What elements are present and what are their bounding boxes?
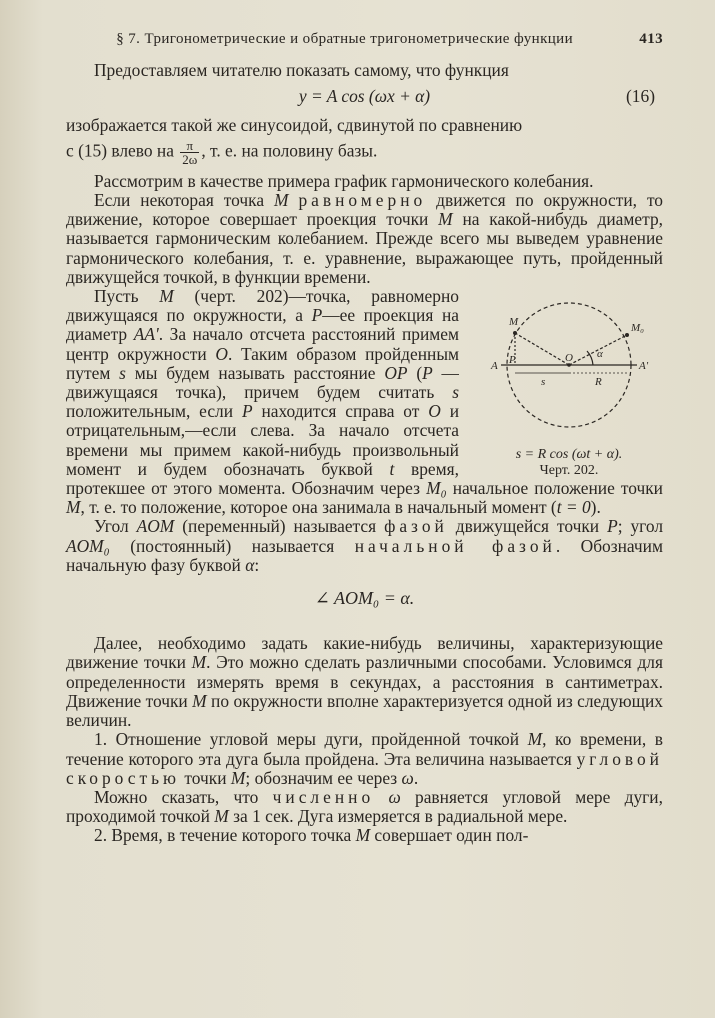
p9-e: . <box>413 767 419 788</box>
p10-var-omega: ω <box>388 786 401 807</box>
label-p: P <box>509 354 516 367</box>
p6-a: Пусть <box>94 286 139 307</box>
p8-a: Далее, необходимо задать какие-нибудь величины, характеризующие движение точки <box>66 633 663 673</box>
p6-o: , т. е. то положение, которое она занимала в начальный момент ( <box>80 497 557 518</box>
p6-var-aa: AA' <box>133 324 159 345</box>
p7-e: (постоянный) называется <box>130 535 335 556</box>
p9-c: точки <box>184 767 227 788</box>
p8-b: . Это можно сделать различными способами. Условимся для определенности измерять время в секундах, а расстояния в сантиметрах. Движение точки <box>66 652 663 711</box>
paragraph-2: изображается такой же синусоидой, сдвинутой по сравнению <box>66 114 523 135</box>
p5-b: движется по окружности, то движение, которое совершает проекция точки <box>66 190 664 230</box>
fraction-denominator: 2ω <box>182 151 198 167</box>
p7-var-aom0: AOM₀ <box>66 535 110 556</box>
radius-om <box>515 333 569 365</box>
label-o: O <box>565 352 573 365</box>
p6-var-t0: t = 0 <box>556 497 591 518</box>
p3-text-before: с (15) влево на <box>66 140 174 161</box>
paragraph-3 <box>66 139 663 166</box>
p7-var-aom: AOM <box>136 516 175 537</box>
p10-a: Можно сказать, что <box>94 786 259 807</box>
p6-h: — движущаяся точка), причем будем считать <box>66 362 459 403</box>
p6-f: мы будем называть расстояние <box>134 362 376 383</box>
paragraph-9 <box>66 730 663 788</box>
p6-var-o2: O <box>428 401 441 422</box>
figure-wrap-block <box>66 287 663 517</box>
label-a: A <box>491 360 498 373</box>
p6-var-op: OP <box>384 362 408 383</box>
p9-var-m2: M <box>230 767 246 788</box>
p8-var-m: M <box>191 652 207 673</box>
label-a-prime: A' <box>639 360 649 373</box>
paragraph-8 <box>66 634 663 730</box>
p6-var-m: M <box>159 286 174 307</box>
label-r: R <box>595 376 602 389</box>
p7-spaced-1: фазой <box>384 516 448 537</box>
p10-var-m: M <box>214 806 229 827</box>
p10-b: равняется угловой мере дуги, проходимой точкой <box>66 786 663 827</box>
p6-e: . Таким образом пройденным путем <box>66 343 460 383</box>
label-s: s <box>541 376 546 389</box>
p11-a: 2. Время, в течение которого точка <box>94 825 352 846</box>
paragraph-4: Рассмотрим в качестве примера график гармонического колебания. <box>94 170 594 191</box>
p6-j: находится справа от <box>261 401 420 422</box>
p6-var-o: O <box>215 343 228 364</box>
p7-spaced-2: начальной фазой <box>354 535 556 556</box>
p10-spaced: численно <box>272 786 375 807</box>
label-m: M <box>509 316 519 329</box>
p5-c: на какой-нибудь диаметр, называется гармоническим колебанием. Прежде всего мы выведем уравнение гармонического колебания, т. е. уравнение, выражающее путь, пройденный движущейся точкой, в функции времени. <box>66 209 663 287</box>
p6-c: —ее проекция на диаметр <box>66 305 459 345</box>
p9-var-omega: ω <box>401 767 414 788</box>
p8-c: по окружности вполне характеризуется одной из следующих величин. <box>66 690 663 731</box>
p11-var-m: M <box>355 825 371 846</box>
p8-var-m2: M <box>192 690 207 711</box>
p6-var-m0: M₀ <box>426 478 447 499</box>
figure-202 <box>469 293 669 479</box>
p9-spaced: угловой скоростью <box>66 748 663 788</box>
p7-var-alpha: α <box>245 554 255 575</box>
paragraph-10 <box>66 788 663 826</box>
p5-a: Если некоторая точка <box>94 190 265 211</box>
fraction-numerator: π <box>180 139 199 153</box>
page-number: 413 <box>639 31 663 47</box>
figure-formula: s = R cos (ωt + α). <box>515 447 623 463</box>
formula-16-number: (16) <box>626 86 655 107</box>
formula-16 <box>66 87 663 106</box>
p5-spaced: равномерно <box>298 190 427 211</box>
circle-diagram <box>469 293 669 443</box>
p9-var-m: M <box>527 729 543 750</box>
p6-var-p2: P <box>422 362 433 383</box>
p7-f: . Обозначим начальную фазу буквой <box>66 535 663 575</box>
point-m <box>513 331 517 335</box>
paragraph-7 <box>66 517 663 575</box>
p6-var-s2: s <box>452 382 459 403</box>
p6-n: начальное положение точки <box>452 478 663 499</box>
p6-d: . За начало отсчета расстояний примем центр окружности <box>66 324 459 364</box>
p6-var-m2: M <box>66 497 81 518</box>
figure-caption: Черт. 202. <box>539 463 599 479</box>
p9-b: , ко времени, в течение которого эта дуга была пройдена. Эта величина называется <box>66 729 663 769</box>
p7-a: Угол <box>94 516 129 537</box>
label-m0: M₀ <box>631 322 644 335</box>
p6-i: положительным, если <box>66 401 234 422</box>
p6-var-t: t <box>389 458 395 479</box>
p6-var-p: P <box>311 305 323 326</box>
p5-var-m2: M <box>438 209 453 230</box>
p6-l: время, протекшее от этого момента. Обозначим через <box>66 458 459 499</box>
p9-a: 1. Отношение угловой меры дуги, пройденной точкой <box>94 729 520 750</box>
p11-b: совершает один пол- <box>374 825 529 846</box>
paragraph-1: Предоставляем читателю показать самому, что функция <box>94 60 509 81</box>
p7-c: движущейся точки <box>455 516 600 537</box>
header-title: § 7. Тригонометрические и обратные тригонометрические функции <box>116 31 574 47</box>
p7-d: ; угол <box>617 516 664 537</box>
p6-g: ( <box>416 362 423 383</box>
p6-var-p3: P <box>241 401 253 422</box>
formula-16-expr: y = A cos (ωx + α) <box>298 86 431 107</box>
p7-var-p: P <box>607 516 618 537</box>
fraction-pi-over-2omega <box>180 139 199 166</box>
running-header <box>66 30 663 49</box>
p7-g: : <box>254 554 260 575</box>
paragraph-5 <box>66 191 663 287</box>
point-m0 <box>625 333 629 337</box>
p6-q: ). <box>590 497 601 518</box>
p6-k: и отрицательным,—если слева. За начало отсчета времени мы примем какой-нибудь произвольный момент и будем обозначать буквой <box>66 401 460 479</box>
p7-b: (переменный) называется <box>182 516 377 537</box>
p9-d: ; обозначим ее через <box>245 767 398 788</box>
paragraph-11 <box>66 826 663 845</box>
p6-b: (черт. 202)—точка, равномерно движущаяся по окружности, а <box>66 286 459 326</box>
p3-text-after: , т. е. на половину базы. <box>201 140 378 161</box>
p6-var-s: s <box>119 362 126 383</box>
p10-c: за 1 сек. Дуга измеряется в радиальной мере. <box>233 806 568 827</box>
angle-formula: ∠ AOM₀ = α. <box>314 588 415 609</box>
label-alpha: α <box>597 348 603 361</box>
p5-var-m: M <box>274 190 289 211</box>
